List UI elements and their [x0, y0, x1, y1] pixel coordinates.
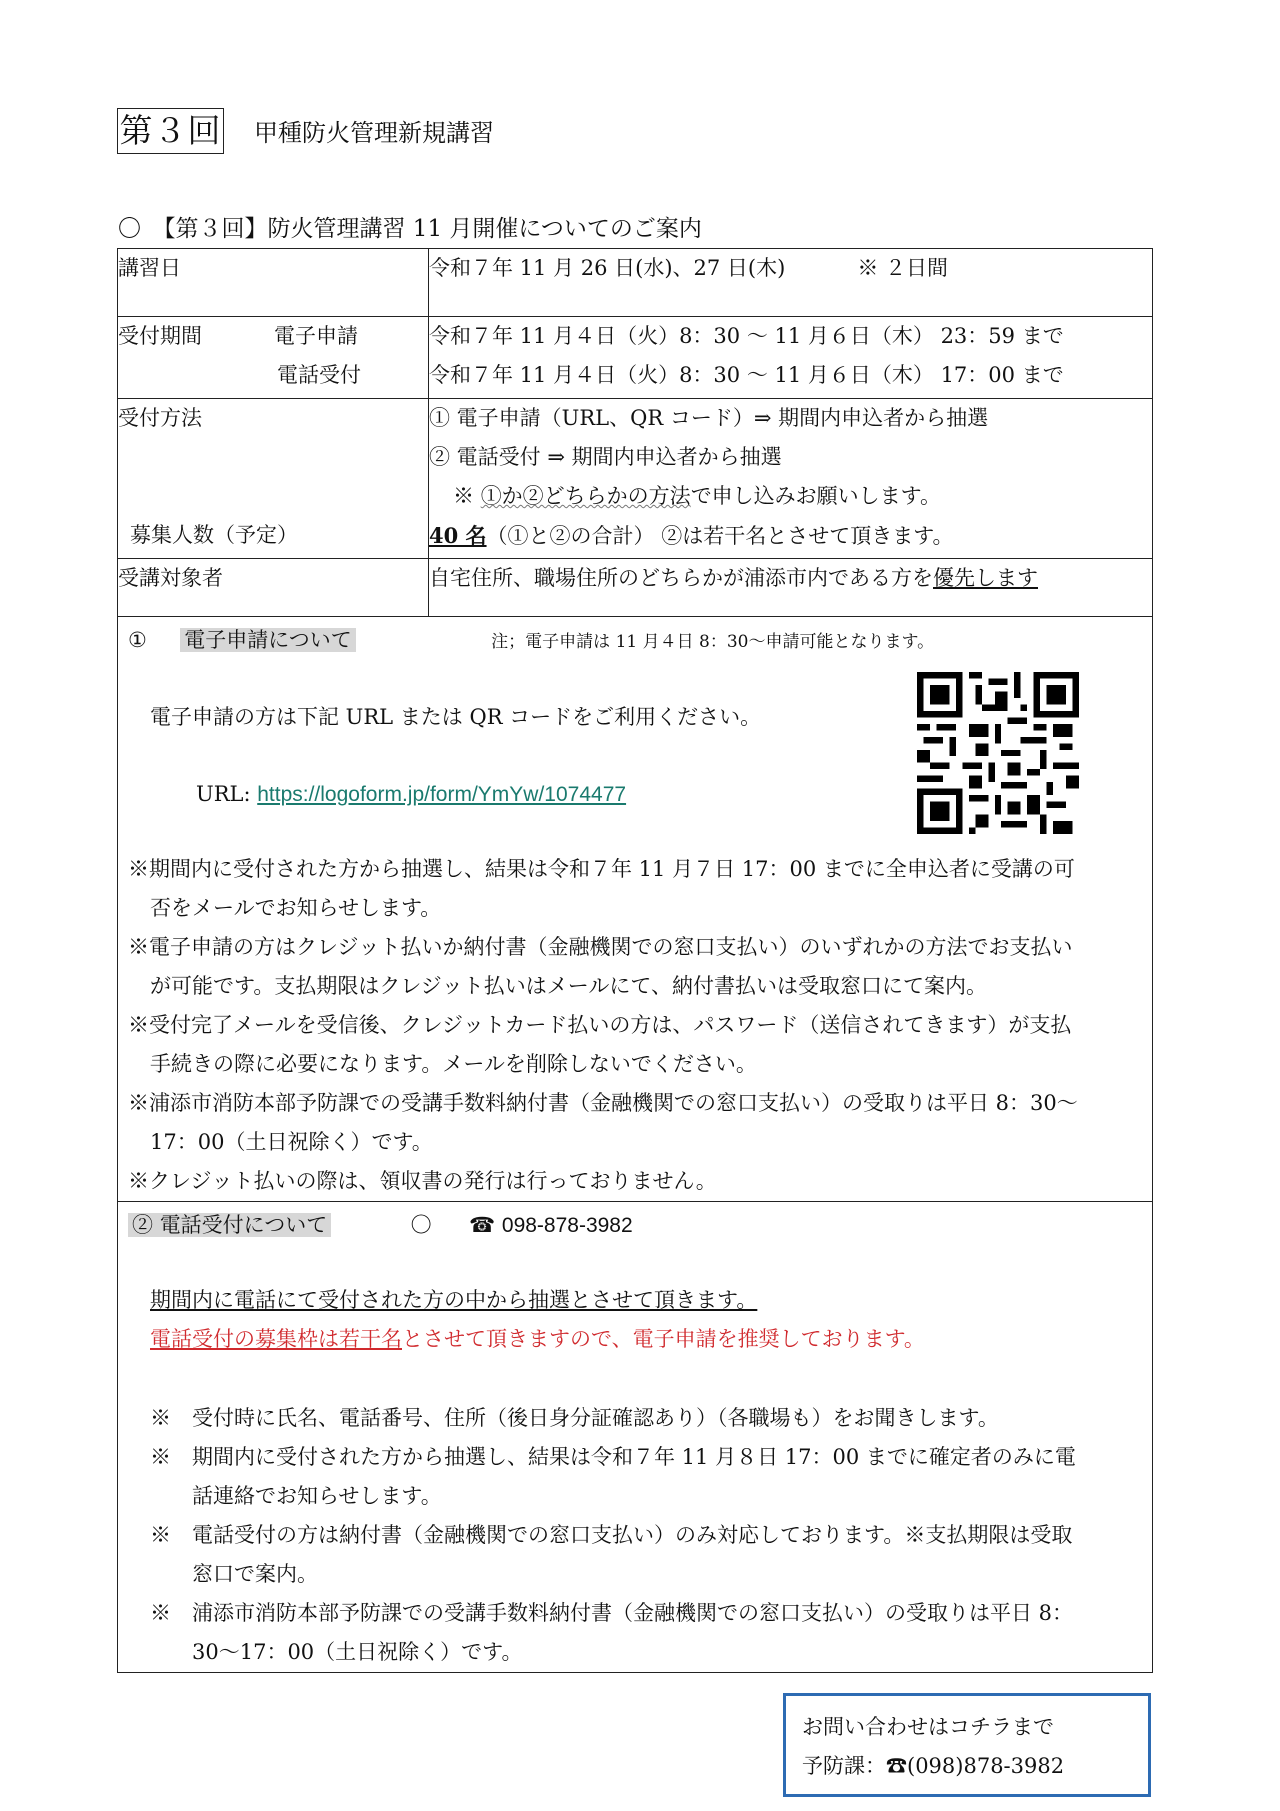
online-start-notice: 注；電子申請は 11 月４日 8：30〜申請可能となります。	[491, 632, 935, 652]
online-note-line: ※クレジット払いの際は、領収書の発行は行っておりません。	[128, 1169, 717, 1193]
capacity-note: （①と②の合計） ②は若干名とさせて頂きます。	[486, 524, 954, 548]
phone-icon: ☎	[886, 1754, 907, 1778]
session-badge: 第３回	[117, 108, 224, 154]
phone-number[interactable]: 098-878-3982	[501, 1214, 633, 1237]
phone-section-title: 電話受付について	[159, 1213, 328, 1237]
dates-label: 講習日	[118, 256, 181, 280]
contact-heading: お問い合わせはコチラまで	[802, 1715, 1054, 1739]
table-row	[118, 317, 1153, 399]
method-note-suffix: で申し込みお願いします。	[690, 484, 942, 508]
method-1: ① 電子申請（URL、QR コード）⇒ 期間内申込者から抽選	[429, 406, 989, 430]
online-note-line: 手続きの際に必要になります。メールを削除しないでください。	[150, 1052, 757, 1076]
phone-note-line: ※ 浦添市消防本部予防課での受講手数料納付書（金融機関での窓口支払い）の受取りは平日 8：	[150, 1601, 1074, 1625]
target-value: 自宅住所、職場住所のどちらかが浦添市内である方を	[429, 566, 933, 590]
period-phone-value: 令和７年 11 月４日（火）8：30 〜 11 月６日（木） 17：00 まで	[429, 363, 1064, 387]
table-row	[118, 559, 1153, 617]
phone-section-number: ②	[132, 1213, 153, 1237]
method-label: 受付方法	[118, 406, 202, 430]
phone-limited-capacity: 電話受付の募集枠は若干名	[150, 1327, 402, 1351]
online-note-line: ※受付完了メールを受信後、クレジットカード払いの方は、パスワード（送信されてきます）が支払	[128, 1013, 1072, 1037]
capacity-label: 募集人数（予定）	[130, 523, 298, 547]
online-note-line: ※期間内に受付された方から抽選し、結果は令和７年 11 月７日 17：00 までに全申込者に受講の可	[128, 857, 1075, 881]
phone-note-line: 窓口で案内。	[150, 1562, 318, 1586]
table-row	[118, 399, 1153, 559]
phone-notes	[128, 1399, 1152, 1672]
phone-recommend-online: とさせて頂きますので、電子申請を推奨しております。	[402, 1327, 925, 1351]
url-label: URL:	[196, 782, 258, 806]
phone-note-line: ※ 電話受付の方は納付書（金融機関での窓口支払い）のみ対応しております。※支払期限は受取	[150, 1523, 1073, 1547]
online-note-line: が可能です。支払期限はクレジット払いはメールにて、納付書払いは受取窓口にて案内。	[150, 974, 987, 998]
target-label: 受講対象者	[118, 566, 223, 590]
online-note-line: ※浦添市消防本部予防課での受講手数料納付書（金融機関での窓口支払い）の受取りは平日 8：30〜	[128, 1091, 1078, 1115]
period-online-label: 電子申請	[274, 324, 358, 348]
phone-lottery-text: 期間内に電話にて受付された方の中から抽選とさせて頂きます。	[150, 1288, 758, 1312]
online-note-line: 17：00（土日祝除く）です。	[150, 1130, 433, 1154]
online-note-line: 否をメールでお知らせします。	[150, 896, 442, 920]
course-title: 甲種防火管理新規講習	[254, 119, 494, 147]
circle-marker: 〇	[410, 1213, 432, 1237]
period-label: 受付期間	[118, 324, 202, 348]
phone-section-row	[118, 1202, 1153, 1673]
method-note-prefix: ※	[453, 484, 481, 508]
phone-note-line: 話連絡でお知らせします。	[150, 1484, 442, 1508]
capacity-value: 40 名	[429, 523, 487, 548]
online-note-line: ※電子申請の方はクレジット払いか納付書（金融機関での窓口支払い）のいずれかの方法でお支払い	[128, 935, 1073, 959]
contact-department: 予防課：	[802, 1754, 886, 1778]
application-url-link[interactable]: https://logoform.jp/form/YmYw/1074477	[257, 783, 627, 806]
online-intro: 電子申請の方は下記 URL または QR コードをご利用ください。	[150, 705, 762, 729]
qr-code-image[interactable]	[917, 672, 1079, 834]
dates-note: ※ ２日間	[857, 256, 948, 280]
online-section-title: 電子申請について	[180, 628, 356, 652]
contact-phone[interactable]: (098)878-3982	[907, 1754, 1065, 1778]
table-row	[118, 249, 1153, 317]
dates-value: 令和７年 11 月 26 日(水)、27 日(木)	[429, 256, 786, 280]
period-online-value: 令和７年 11 月４日（火）8：30 〜 11 月６日（木） 23：59 まで	[429, 324, 1064, 348]
phone-note-line: ※ 受付時に氏名、電話番号、住所（後日身分証確認あり）（各職場も）をお聞きします。	[150, 1406, 999, 1430]
course-info-table	[117, 248, 1153, 1673]
phone-icon: ☎	[469, 1213, 496, 1237]
contact-box	[783, 1693, 1151, 1797]
phone-note-line: 30〜17：00（土日祝除く）です。	[150, 1640, 523, 1664]
online-section-number: ①	[128, 628, 147, 652]
method-note-emphasis: ①か②どちらかの方法	[480, 484, 691, 508]
period-phone-label: 電話受付	[277, 363, 361, 387]
online-notes	[128, 850, 1152, 1201]
phone-note-line: ※ 期間内に受付された方から抽選し、結果は令和７年 11 月８日 17：00 までに確定者のみに電	[150, 1445, 1076, 1469]
announcement-heading: 〇 【第３回】防火管理講習 11 月開催についてのご案内	[118, 216, 702, 242]
target-priority: 優先します	[933, 566, 1038, 590]
method-2: ② 電話受付 ⇒ 期間内申込者から抽選	[429, 445, 782, 469]
